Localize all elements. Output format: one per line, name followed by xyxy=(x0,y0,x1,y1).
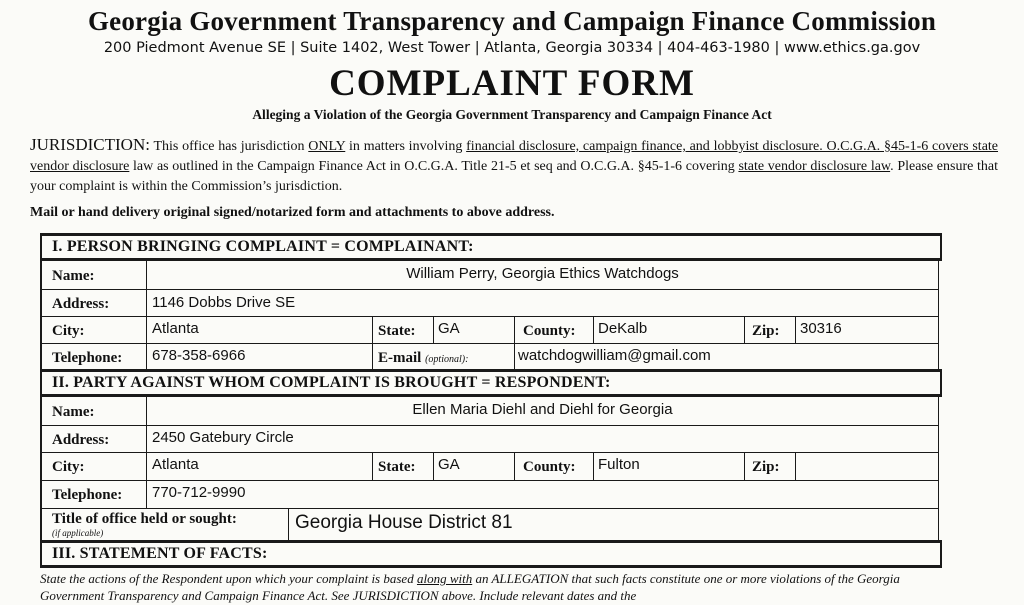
jurisdiction-vendor-law: state vendor disclosure law xyxy=(738,159,891,174)
complainant-city-field[interactable]: Atlanta xyxy=(152,320,199,337)
respondent-name-label: Name: xyxy=(52,404,95,420)
respondent-title-label: Title of office held or sought: xyxy=(52,511,237,527)
facts-instructions xyxy=(40,570,960,604)
facts-along-with: along with xyxy=(416,571,473,586)
jurisdiction-label: JURISDICTION: xyxy=(30,135,150,154)
complainant-name-field[interactable]: William Perry, Georgia Ethics Watchdogs xyxy=(406,265,679,282)
facts-text: an ALLEGATION that such facts constitute one or more violations of the Georgia Government Transparency and Campaign Finance Act. See JURISDICTION above. Include relevant dates and the xyxy=(40,571,900,603)
complainant-address-field[interactable]: 1146 Dobbs Drive SE xyxy=(152,294,296,311)
complainant-email-label xyxy=(378,350,468,367)
form-subtitle: Alleging a Violation of the Georgia Government Transparency and Campaign Finance Act xyxy=(252,107,772,122)
complainant-state-label: State: xyxy=(378,323,416,339)
email-optional-note: (optional): xyxy=(425,354,469,365)
jurisdiction-text: in matters involving xyxy=(345,139,467,154)
respondent-address-field[interactable]: 2450 Gatebury Circle xyxy=(152,429,294,446)
jurisdiction-text: . Please ensure that your complaint is within the Commission’s jurisdiction. xyxy=(30,159,999,194)
respondent-title-note: (if applicable) xyxy=(52,528,104,538)
complainant-county-label: County: xyxy=(523,323,576,339)
respondent-telephone-field[interactable]: 770-712-9990 xyxy=(152,484,246,501)
respondent-zip-label: Zip: xyxy=(752,459,780,475)
complainant-county-field[interactable]: DeKalb xyxy=(598,320,648,337)
complainant-state-field[interactable]: GA xyxy=(438,320,460,337)
jurisdiction-scope: financial disclosure, campaign finance, and lobbyist disclosure. O.C.G.A. §45-1-6 covers state vendor disclosure xyxy=(30,139,999,174)
agency-address: 200 Piedmont Avenue SE | Suite 1402, West Tower | Atlanta, Georgia 30334 | 404-463-1980 | www.ethics.ga.gov xyxy=(103,40,921,56)
section-complainant-header: I. PERSON BRINGING COMPLAINT = COMPLAINANT: xyxy=(52,238,474,255)
respondent-title-field[interactable]: Georgia House District 81 xyxy=(295,512,513,533)
complainant-telephone-label: Telephone: xyxy=(52,350,123,366)
respondent-city-field[interactable]: Atlanta xyxy=(152,456,199,473)
complainant-name-label: Name: xyxy=(52,268,95,284)
respondent-city-label: City: xyxy=(52,459,85,475)
jurisdiction-only: ONLY xyxy=(308,139,346,154)
respondent-name-field[interactable]: Ellen Maria Diehl and Diehl for Georgia xyxy=(412,401,673,418)
email-label-text: E-mail xyxy=(378,350,422,366)
complainant-telephone-field[interactable]: 678-358-6966 xyxy=(152,347,246,364)
respondent-address-label: Address: xyxy=(52,432,110,448)
complainant-address-label: Address: xyxy=(52,296,110,312)
jurisdiction-text: law as outlined in the Campaign Finance Act in O.C.G.A. Title 21-5 et seq and O.C.G.A. §45-1-6 covering xyxy=(129,159,739,174)
form-title: COMPLAINT FORM xyxy=(329,63,695,104)
complainant-email-field[interactable]: watchdogwilliam@gmail.com xyxy=(518,347,711,364)
respondent-telephone-label: Telephone: xyxy=(52,487,123,503)
complainant-city-label: City: xyxy=(52,323,85,339)
respondent-county-label: County: xyxy=(523,459,576,475)
jurisdiction-paragraph xyxy=(30,135,998,197)
section-facts-header: III. STATEMENT OF FACTS: xyxy=(52,545,268,562)
mail-instructions: Mail or hand delivery original signed/notarized form and attachments to above address. xyxy=(30,205,555,220)
complainant-zip-field[interactable]: 30316 xyxy=(800,320,842,337)
section-respondent-header: II. PARTY AGAINST WHOM COMPLAINT IS BROUGHT = RESPONDENT: xyxy=(52,374,611,391)
facts-text: State the actions of the Respondent upon which your complaint is based xyxy=(40,571,417,586)
respondent-state-field[interactable]: GA xyxy=(438,456,460,473)
complainant-zip-label: Zip: xyxy=(752,323,780,339)
agency-name: Georgia Government Transparency and Campaign Finance Commission xyxy=(87,6,937,36)
respondent-state-label: State: xyxy=(378,459,416,475)
respondent-county-field[interactable]: Fulton xyxy=(598,456,640,473)
jurisdiction-text: This office has jurisdiction xyxy=(149,139,309,154)
